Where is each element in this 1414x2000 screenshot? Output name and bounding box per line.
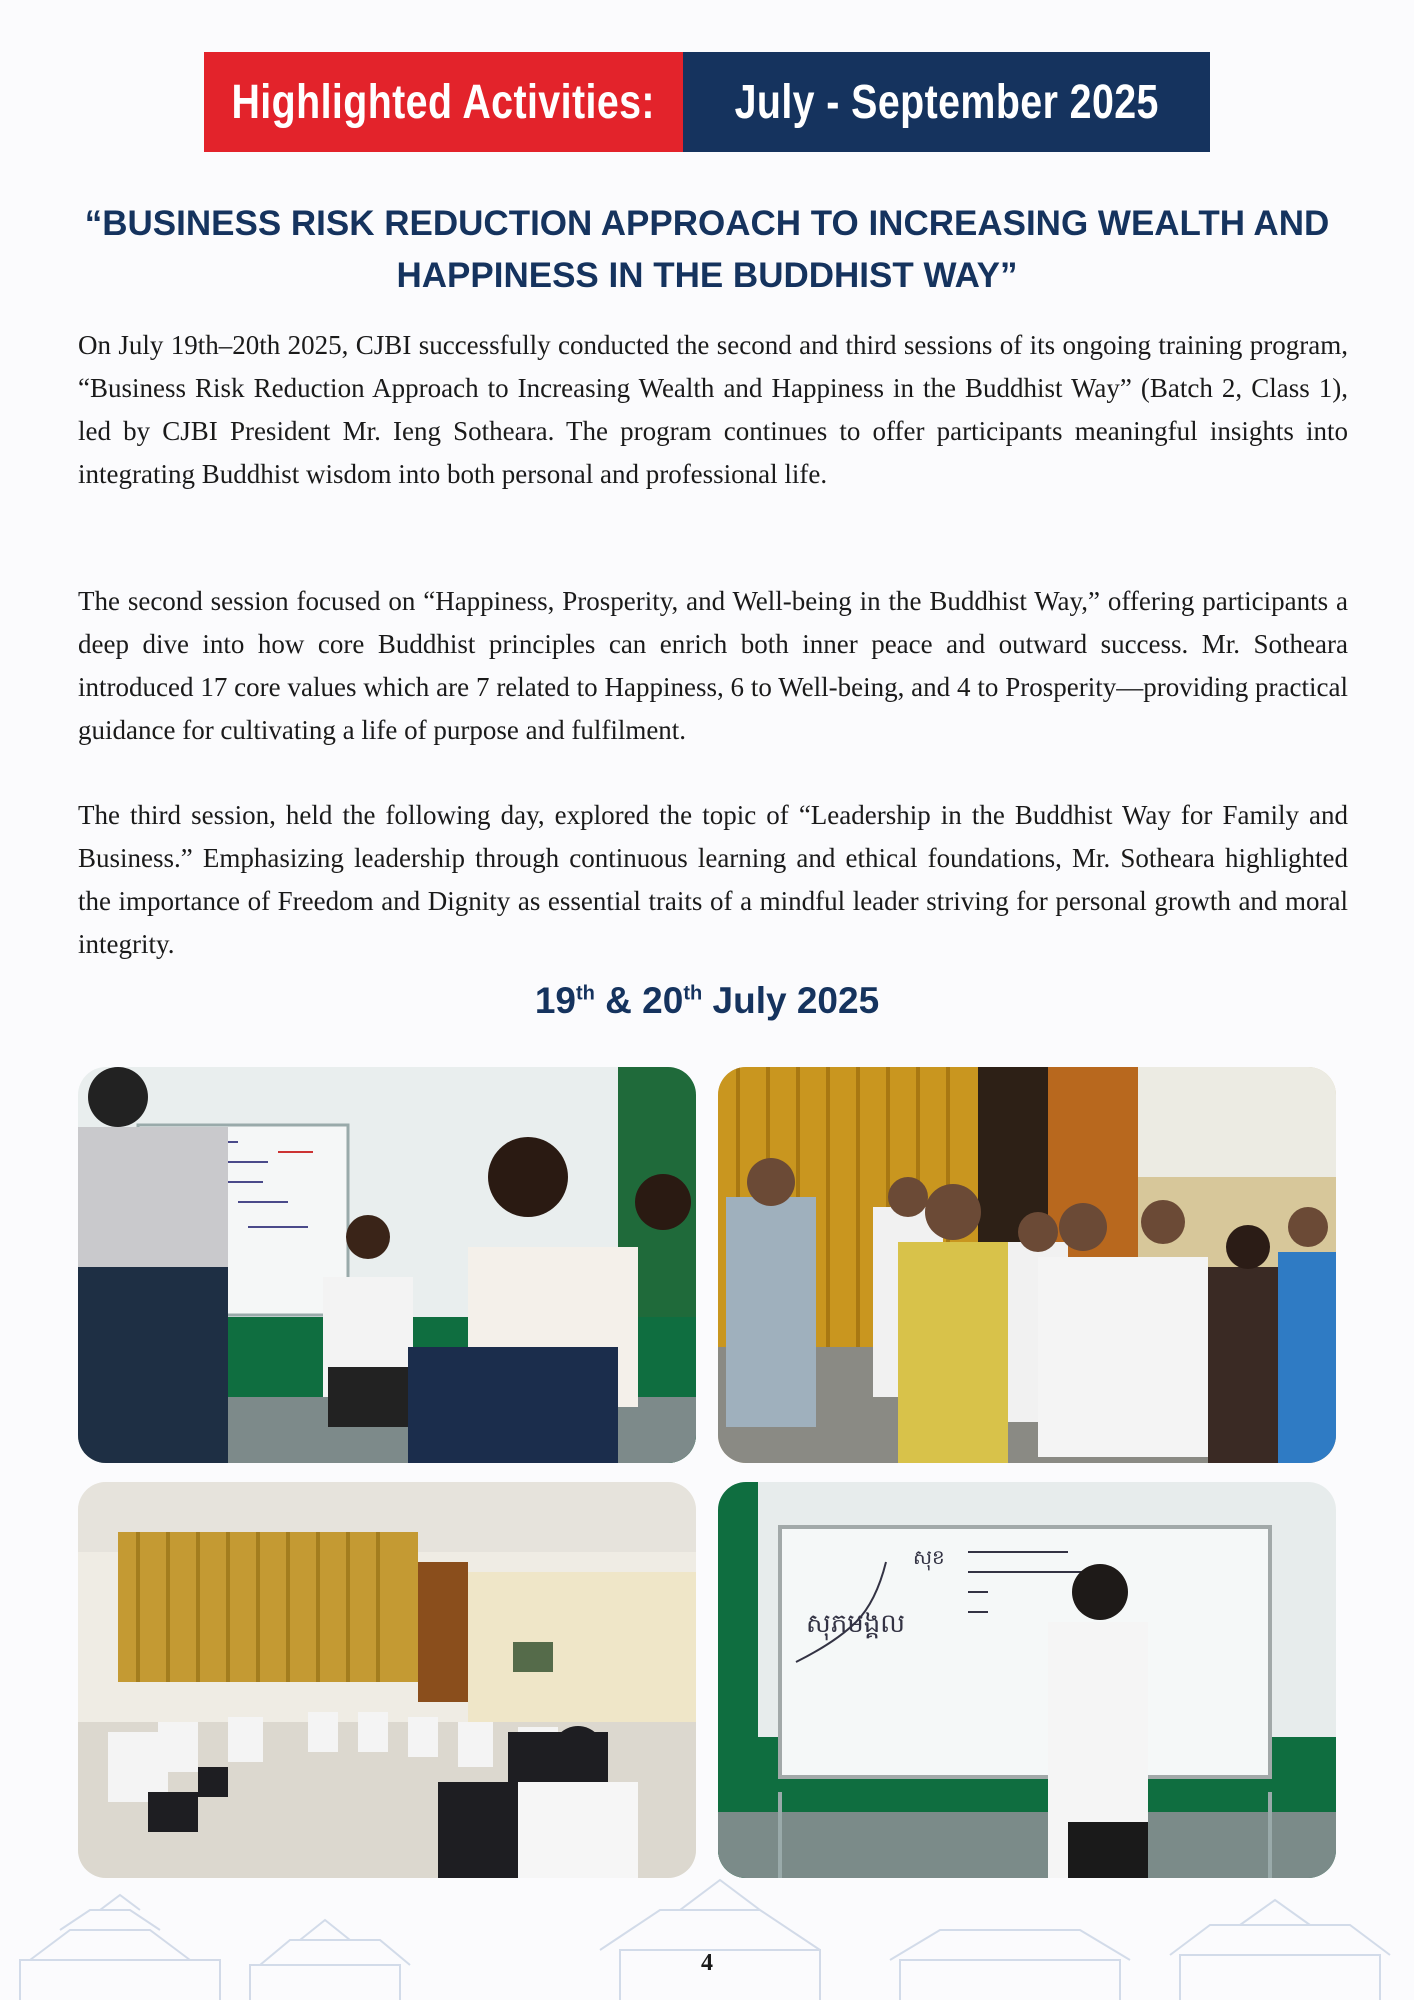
article-title (60, 198, 1354, 302)
whiteboard-text-b: សុភមង្គល (806, 1609, 906, 1639)
paragraph-2: The second session focused on “Happiness, Prosperity, and Well-being in the Buddhist Way,” offering participants a deep dive into how core Buddhist principles can enrich both inner peace and outward success. Mr. Sotheara introduced 17 core values which are 7 related to Happiness, 6 to Well-being, and 4 to Prosperity—providing practical guidance for cultivating a life of purpose and fulfilment. (78, 586, 1348, 745)
decorative-skyline (0, 1860, 1414, 2000)
banner-label: Highlighted Activities: (204, 52, 683, 152)
paragraph-1: On July 19th–20th 2025, CJBI successfully conducted the second and third sessions of its ongoing training program, “Business Risk Reduction Approach to Increasing Wealth and Happiness in the Buddhist Way” (Batch 2, Class 1), led by CJBI President Mr. Ieng Sotheara. The program continues to offer participants meaningful insights into integrating Buddhist wisdom into both personal and professional life. (78, 330, 1348, 489)
page-number: 4 (701, 1950, 713, 1976)
paragraph-3: The third session, held the following day, explored the topic of “Leadership in the Buddhist Way for Family and Business.” Emphasizing leadership through continuous learning and ethical foundations, Mr. Sotheara highlighted the importance of Freedom and Dignity as essential traits of a mindful leader striving for personal growth and moral integrity. (78, 800, 1348, 959)
banner-period: July - September 2025 (683, 52, 1210, 152)
event-date-heading: 19th & 20th July 2025 (534, 980, 880, 1021)
photo-presenter-whiteboard (718, 1482, 1336, 1878)
article-title-line1: “BUSINESS RISK REDUCTION APPROACH TO INCREASING WEALTH AND (84, 204, 1330, 243)
photo-group-standing (718, 1067, 1336, 1463)
photo-presenter-seated (78, 1067, 696, 1463)
whiteboard-text-a: សុខ (913, 1545, 945, 1569)
article-title-line2: HAPPINESS IN THE BUDDHIST WAY” (396, 256, 1018, 295)
photo-seated-circle (78, 1482, 696, 1878)
header-banner (204, 52, 1210, 152)
